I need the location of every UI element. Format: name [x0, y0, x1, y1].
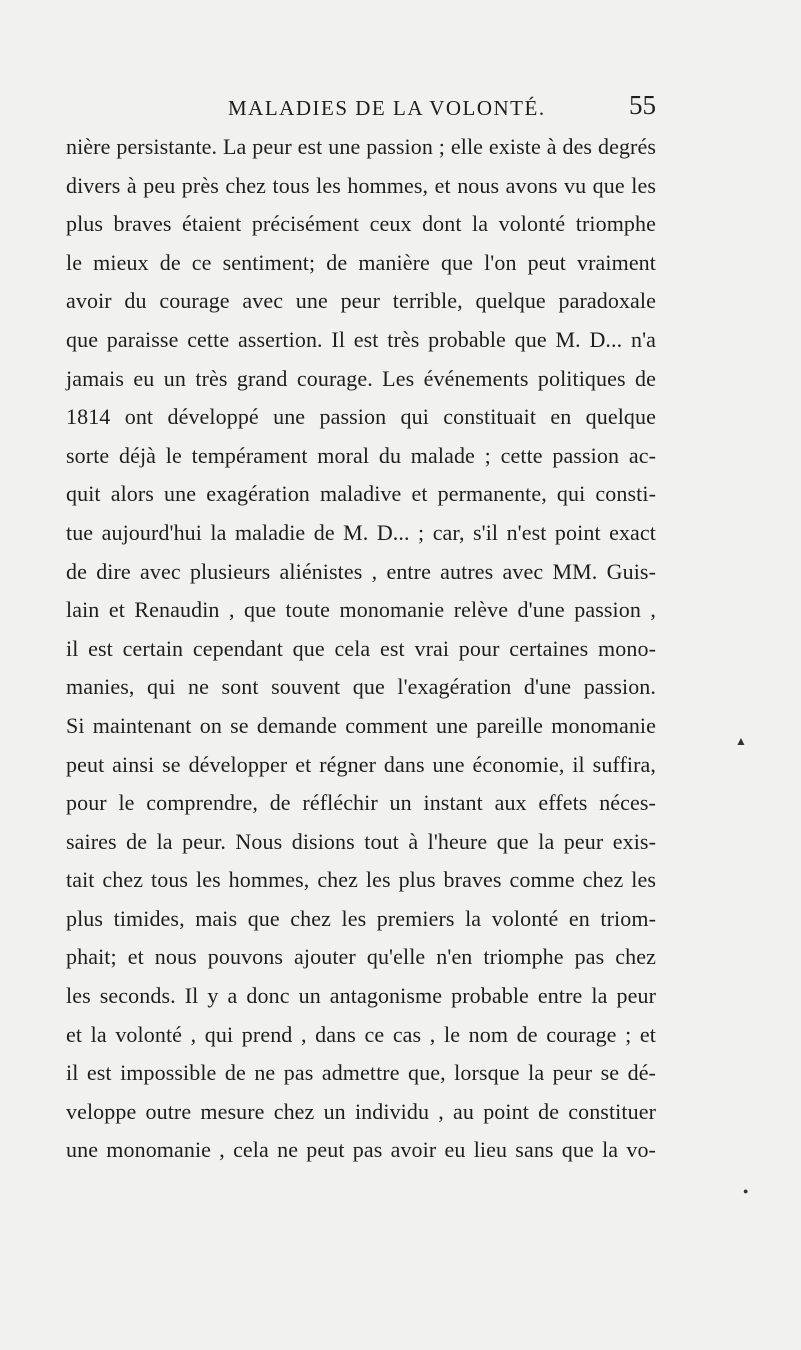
running-title: MALADIES DE LA VOLONTÉ.	[228, 96, 546, 120]
text-line: tue aujourd'hui la maladie de M. D... ; car, s'il n'est point exact	[66, 519, 656, 545]
page-header	[228, 90, 656, 126]
text-line: avoir du courage avec une peur terrible, quelque paradoxale	[66, 288, 656, 314]
text-line: sorte déjà le tempérament moral du malade ; cette passion ac-	[66, 442, 656, 468]
text-line: veloppe outre mesure chez un individu , au point de constituer	[66, 1098, 656, 1124]
body-text	[66, 128, 656, 1170]
text-line: tait chez tous les hommes, chez les plus braves comme chez les	[66, 867, 656, 893]
text-line: 1814 ont développé une passion qui constituait en quelque	[66, 404, 656, 430]
text-line: de dire avec plusieurs aliénistes , entre autres avec MM. Guis-	[66, 558, 656, 584]
text-line: le mieux de ce sentiment; de manière que l'on peut vraiment	[66, 249, 656, 275]
text-line: nière persistante. La peur est une passion ; elle existe à des degrés	[66, 134, 656, 159]
text-line: il est certain cependant que cela est vrai pour certaines mono-	[66, 635, 656, 661]
text-line: saires de la peur. Nous disions tout à l'heure que la peur exis-	[66, 828, 656, 854]
text-line: que paraisse cette assertion. Il est très probable que M. D... n'a	[66, 326, 656, 352]
ink-speck: ●	[743, 1186, 749, 1196]
text-line: lain et Renaudin , que toute monomanie relève d'une passion ,	[66, 597, 656, 623]
text-line: manies, qui ne sont souvent que l'exagération d'une passion.	[66, 674, 656, 700]
ink-speck: ▲	[735, 734, 747, 748]
text-line: plus braves étaient précisément ceux dont la volonté triomphe	[66, 211, 656, 237]
text-line: plus timides, mais que chez les premiers la volonté en triom-	[66, 905, 656, 931]
text-line: Si maintenant on se demande comment une pareille monomanie	[66, 712, 656, 738]
text-line: une monomanie , cela ne peut pas avoir eu lieu sans que la vo-	[66, 1137, 656, 1163]
text-line: pour le comprendre, de réfléchir un instant aux effets néces-	[66, 790, 656, 816]
page-number: 55	[629, 90, 656, 120]
text-line: peut ainsi se développer et régner dans une économie, il suffira,	[66, 751, 656, 777]
text-line: il est impossible de ne pas admettre que, lorsque la peur se dé-	[66, 1060, 656, 1086]
text-line: quit alors une exagération maladive et permanente, qui consti-	[66, 481, 656, 507]
text-line: les seconds. Il y a donc un antagonisme probable entre la peur	[66, 983, 656, 1009]
text-line: et la volonté , qui prend , dans ce cas , le nom de courage ; et	[66, 1021, 656, 1047]
text-line: phait; et nous pouvons ajouter qu'elle n'en triomphe pas chez	[66, 944, 656, 970]
text-line: jamais eu un très grand courage. Les événements politiques de	[66, 365, 656, 391]
text-line: divers à peu près chez tous les hommes, et nous avons vu que les	[66, 172, 656, 198]
